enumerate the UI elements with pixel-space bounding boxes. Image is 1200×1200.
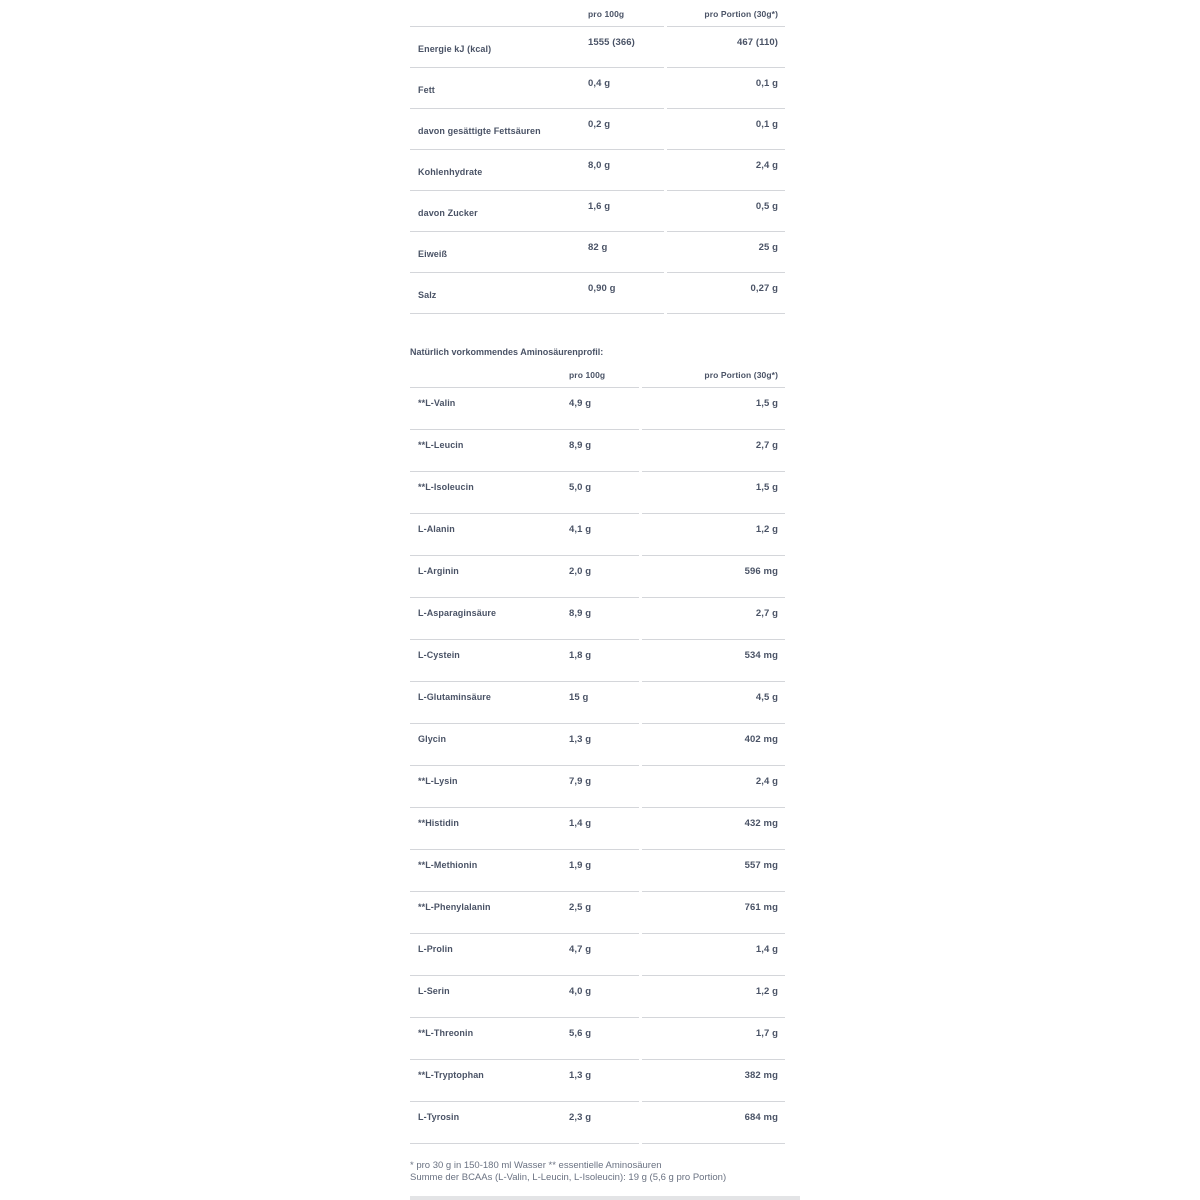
- amino-acid-name: Glycin: [410, 724, 559, 766]
- nutrient-portion: 25 g: [667, 232, 785, 273]
- footnote-line-2: Summe der BCAAs (L-Valin, L-Leucin, L-Isoleucin): 19 g (5,6 g pro Portion): [410, 1171, 727, 1183]
- amino-row: [410, 472, 785, 514]
- amino-row: [410, 1102, 785, 1144]
- nutrient-portion: 2,4 g: [667, 150, 785, 191]
- amino-row: [410, 1060, 785, 1102]
- amino-table: [410, 366, 785, 1144]
- amino-acid-per100: 2,5 g: [559, 892, 639, 934]
- amino-acid-portion: 2,4 g: [642, 766, 785, 808]
- amino-acid-per100: 2,3 g: [559, 1102, 639, 1144]
- amino-acid-portion: 402 mg: [642, 724, 785, 766]
- amino-acid-per100: 1,4 g: [559, 808, 639, 850]
- amino-acid-name: L-Glutaminsäure: [410, 682, 559, 724]
- amino-acid-per100: 4,1 g: [559, 514, 639, 556]
- amino-header-per100: pro 100g: [559, 366, 639, 388]
- footnote-line-1: * pro 30 g in 150-180 ml Wasser ** essentielle Aminosäuren: [410, 1160, 662, 1171]
- amino-acid-portion: 761 mg: [642, 892, 785, 934]
- nutrient-per100: 82 g: [580, 232, 664, 273]
- amino-acid-portion: 534 mg: [642, 640, 785, 682]
- nutrient-name: davon Zucker: [410, 191, 580, 232]
- amino-row: [410, 850, 785, 892]
- nutrient-name: Energie kJ (kcal): [410, 27, 580, 68]
- amino-acid-portion: 596 mg: [642, 556, 785, 598]
- amino-row: [410, 598, 785, 640]
- amino-acid-portion: 557 mg: [642, 850, 785, 892]
- amino-acid-per100: 8,9 g: [559, 430, 639, 472]
- nutrient-per100: 0,4 g: [580, 68, 664, 109]
- nutrient-per100: 1555 (366): [580, 27, 664, 68]
- amino-row: [410, 430, 785, 472]
- amino-row: [410, 388, 785, 430]
- amino-header-portion: pro Portion (30g*): [642, 366, 785, 388]
- nutrition-row: [410, 232, 785, 273]
- amino-acid-per100: 15 g: [559, 682, 639, 724]
- amino-profile-title: Natürlich vorkommendes Aminosäurenprofil:: [410, 347, 604, 357]
- nutrient-per100: 0,90 g: [580, 273, 664, 314]
- amino-header-name: [410, 366, 559, 388]
- nutrition-header-row: [410, 0, 785, 27]
- nutrition-row: [410, 191, 785, 232]
- nutrient-name: Eiweiß: [410, 232, 580, 273]
- amino-acid-portion: 2,7 g: [642, 430, 785, 472]
- nutrition-table-container: [410, 0, 785, 314]
- amino-acid-portion: 1,5 g: [642, 388, 785, 430]
- amino-acid-name: L-Cystein: [410, 640, 559, 682]
- nutrient-per100: 0,2 g: [580, 109, 664, 150]
- amino-acid-portion: 432 mg: [642, 808, 785, 850]
- nutrition-row: [410, 150, 785, 191]
- amino-row: [410, 976, 785, 1018]
- amino-acid-per100: 1,9 g: [559, 850, 639, 892]
- amino-acid-name: **L-Threonin: [410, 1018, 559, 1060]
- amino-acid-portion: 1,2 g: [642, 976, 785, 1018]
- amino-row: [410, 724, 785, 766]
- amino-row: [410, 514, 785, 556]
- amino-acid-name: **L-Phenylalanin: [410, 892, 559, 934]
- amino-acid-name: **L-Isoleucin: [410, 472, 559, 514]
- nutrient-name: Kohlenhydrate: [410, 150, 580, 191]
- amino-acid-per100: 4,9 g: [559, 388, 639, 430]
- amino-acid-portion: 1,5 g: [642, 472, 785, 514]
- amino-row: [410, 682, 785, 724]
- amino-acid-name: L-Prolin: [410, 934, 559, 976]
- amino-acid-name: **L-Valin: [410, 388, 559, 430]
- nutrition-header-per100: pro 100g: [580, 0, 664, 27]
- amino-acid-per100: 5,6 g: [559, 1018, 639, 1060]
- nutrient-name: davon gesättigte Fettsäuren: [410, 109, 580, 150]
- amino-acid-per100: 2,0 g: [559, 556, 639, 598]
- amino-acid-name: L-Serin: [410, 976, 559, 1018]
- amino-acid-portion: 1,7 g: [642, 1018, 785, 1060]
- amino-acid-name: L-Arginin: [410, 556, 559, 598]
- amino-acid-per100: 5,0 g: [559, 472, 639, 514]
- amino-acid-name: L-Asparaginsäure: [410, 598, 559, 640]
- amino-acid-portion: 2,7 g: [642, 598, 785, 640]
- amino-acid-portion: 4,5 g: [642, 682, 785, 724]
- nutrient-portion: 0,1 g: [667, 109, 785, 150]
- amino-row: [410, 934, 785, 976]
- amino-acid-per100: 1,3 g: [559, 724, 639, 766]
- amino-acid-name: **L-Tryptophan: [410, 1060, 559, 1102]
- amino-acid-per100: 1,8 g: [559, 640, 639, 682]
- nutrient-portion: 0,5 g: [667, 191, 785, 232]
- amino-row: [410, 640, 785, 682]
- nutrient-per100: 8,0 g: [580, 150, 664, 191]
- nutrition-row: [410, 68, 785, 109]
- amino-acid-per100: 4,0 g: [559, 976, 639, 1018]
- amino-row: [410, 766, 785, 808]
- nutrition-table: [410, 0, 785, 314]
- amino-acid-name: **Histidin: [410, 808, 559, 850]
- nutrition-row: [410, 27, 785, 68]
- amino-acid-portion: 684 mg: [642, 1102, 785, 1144]
- amino-row: [410, 556, 785, 598]
- nutrient-per100: 1,6 g: [580, 191, 664, 232]
- nutrient-name: Salz: [410, 273, 580, 314]
- nutrient-portion: 0,1 g: [667, 68, 785, 109]
- amino-acid-per100: 7,9 g: [559, 766, 639, 808]
- amino-acid-name: L-Tyrosin: [410, 1102, 559, 1144]
- amino-row: [410, 892, 785, 934]
- nutrition-header-name: [410, 0, 580, 27]
- amino-acid-name: **L-Lysin: [410, 766, 559, 808]
- amino-acid-per100: 4,7 g: [559, 934, 639, 976]
- nutrition-row: [410, 109, 785, 150]
- nutrient-portion: 467 (110): [667, 27, 785, 68]
- amino-header-row: [410, 366, 785, 388]
- amino-acid-name: **L-Methionin: [410, 850, 559, 892]
- amino-row: [410, 808, 785, 850]
- amino-acid-per100: 1,3 g: [559, 1060, 639, 1102]
- nutrition-row: [410, 273, 785, 314]
- amino-acid-portion: 1,4 g: [642, 934, 785, 976]
- amino-acid-per100: 8,9 g: [559, 598, 639, 640]
- bottom-divider: [410, 1196, 800, 1200]
- nutrition-header-portion: pro Portion (30g*): [667, 0, 785, 27]
- amino-acid-portion: 382 mg: [642, 1060, 785, 1102]
- amino-acid-name: L-Alanin: [410, 514, 559, 556]
- amino-row: [410, 1018, 785, 1060]
- nutrient-name: Fett: [410, 68, 580, 109]
- amino-acid-name: **L-Leucin: [410, 430, 559, 472]
- amino-acid-portion: 1,2 g: [642, 514, 785, 556]
- footnote: [410, 1160, 726, 1183]
- nutrient-portion: 0,27 g: [667, 273, 785, 314]
